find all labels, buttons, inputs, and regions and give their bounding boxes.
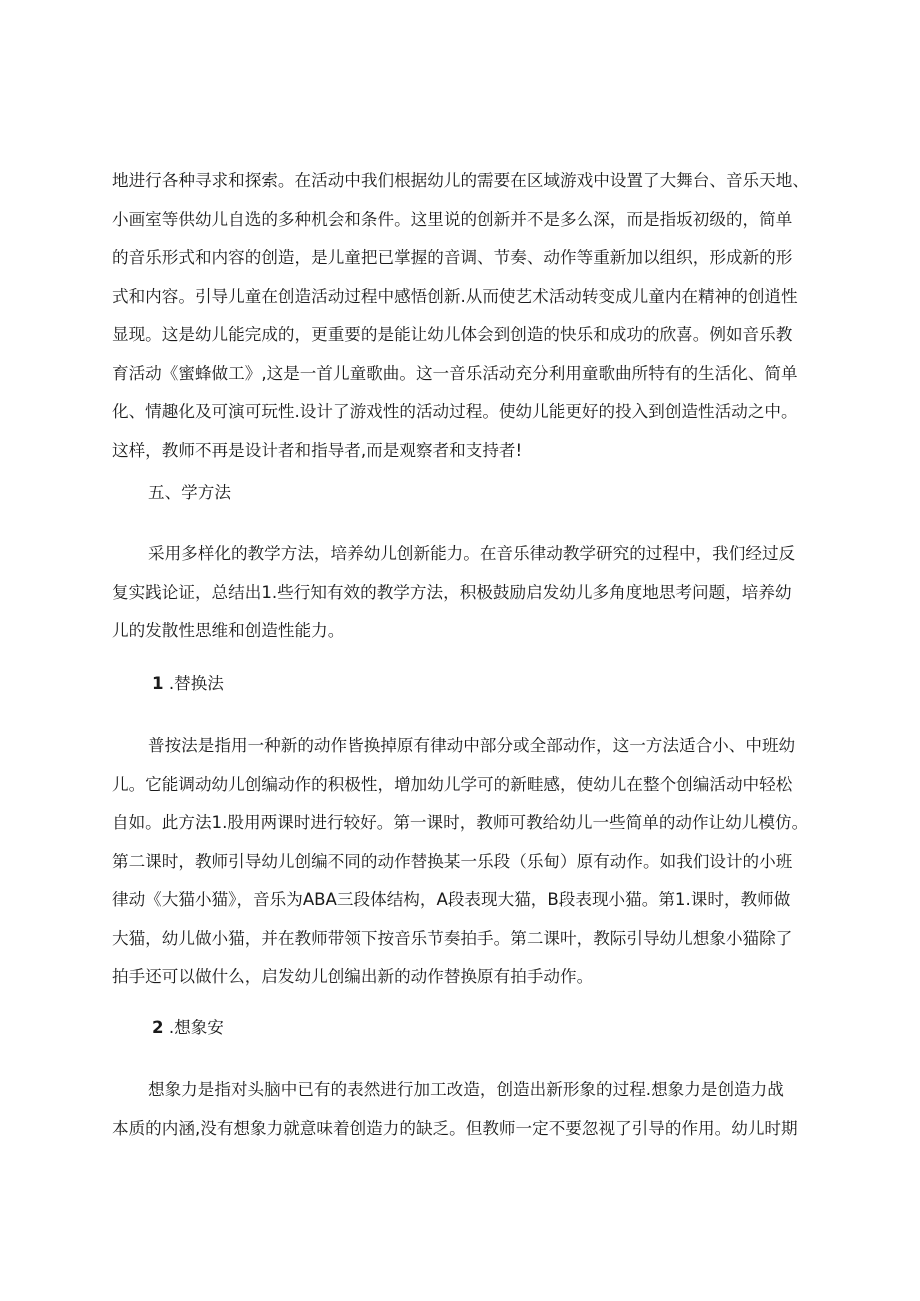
text-line: 复实践论证，总结出1.些行知有效的教学方法，积极鼓励启发幼儿多角度地思考问题，培养幼	[112, 582, 792, 602]
text-line: 的音乐形式和内容的创造，是儿童把已掌握的音调、节奏、动作等重新加以组织，形成新的形	[112, 248, 793, 267]
section-heading-5: 五、学方法	[148, 483, 231, 502]
text-line: 育活动《蜜蜂做工》,这是一首儿童歌曲。这一音乐活动充分利用童歌曲所特有的生活化、简单	[112, 363, 798, 383]
paragraph-methods	[112, 535, 812, 651]
text-line: 自如。此方法1.股用两课时进行较好。第一课时，教师可教给幼儿一些简单的动作让幼儿模仿。	[112, 813, 809, 832]
text-line: 普按法是指用一种新的动作皆换掉原有律动中部分或全部动作，这一方法适合小、中班幼	[148, 736, 796, 755]
text-line: 儿的发散性思维和创造性能力。	[112, 621, 345, 640]
text-line: 本质的内涵,没有想象力就意味着创造力的缺乏。但教师一定不要忽视了引导的作用。幼儿时期	[112, 1118, 798, 1138]
text-line: 小画室等供幼儿自选的多种机会和条件。这里说的创新并不是多么深，而是指坂初级的，简单	[112, 209, 793, 229]
text-line: 儿。它能调动幼儿创编动作的积极性，增加幼儿学可的新畦感，使幼儿在整个创编活动中轻松	[112, 774, 793, 794]
text-line: 这样，教师不再是设计者和指导者,而是观察者和支持者!	[112, 440, 523, 460]
paragraph-imagination	[112, 1071, 812, 1148]
text-line: 化、情趣化及可演可玩性.设计了游戏性的活动过程。使幼儿能更好的投入到创造性活动之中。	[112, 402, 798, 421]
text-line: 大猫，幼儿做小猫，并在教师带领下按音乐节奏拍手。第二课叶，教际引导幼儿想象小猫除了	[112, 928, 793, 948]
text-line: 拍手还可以做什么，启发幼儿创编出新的动作替换原有拍手动作。	[112, 967, 594, 986]
paragraph-creativity	[112, 162, 812, 470]
text-line: 地进行各种寻求和探索。在活动中我们根据幼儿的需要在区域游戏中设置了大舞台、音乐天地、	[112, 171, 809, 190]
text-line: 律动《大猫小猫》，音乐为ABA三段体结构，A段表现大猫，B段表现小猫。第1.课时，教师做	[112, 890, 791, 909]
subheading-number: 2	[152, 1018, 164, 1037]
subheading-title: .替换法	[163, 674, 224, 693]
text-line: 第二课时，教师引导幼儿创编不同的动作替换某一乐段（乐甸）原有动作。如我们设计的小班	[112, 851, 793, 871]
subheading-1	[112, 672, 812, 696]
text-line: 显现。这是幼儿能完成的，更重要的是能让幼儿体会到创造的快乐和成功的欣喜。例如音乐教	[112, 325, 793, 344]
text-line: 式和内容。引导儿童在创造活动过程中感悟创新.从而使艺术活动转变成儿童内在精神的创逍性	[112, 286, 798, 306]
text-line: 采用多样化的教学方法，培养幼儿创新能力。在音乐律动教学研究的过程中，我们经过反	[148, 544, 796, 563]
subheading-title: .想象安	[163, 1018, 224, 1037]
text-line: 想象力是指对头脑中已有的表然进行加工改造，创造出新形象的过程.想象力是创造力战	[148, 1080, 784, 1099]
paragraph-substitution	[112, 727, 812, 997]
subheading-number: 1	[152, 674, 164, 693]
subheading-2	[112, 1016, 812, 1040]
